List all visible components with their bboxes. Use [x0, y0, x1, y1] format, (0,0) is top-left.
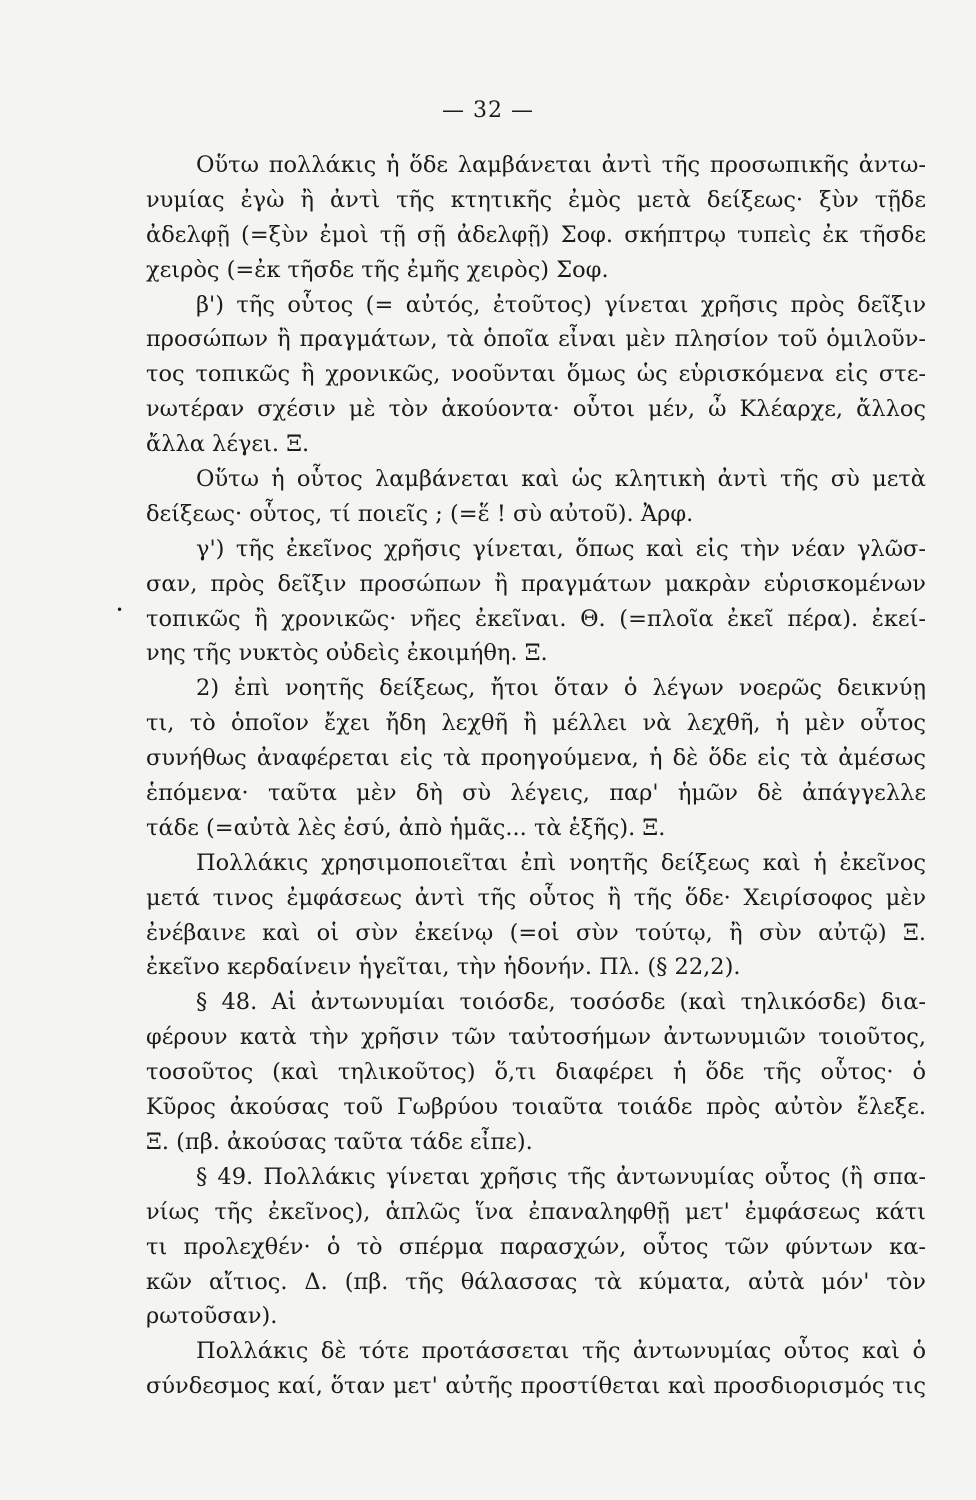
text-line: ρωτοῦσαν).: [146, 1303, 278, 1330]
text-line: § 48. Αἱ ἀντωνυμίαι τοιόσδε, τοσόσδε (καὶ τηλικόσδε) δια-: [196, 989, 926, 1016]
margin-dot: •: [116, 603, 124, 617]
text-line: Ξ. (πβ. ἀκούσας ταῦτα τάδε εἶπε).: [146, 1128, 533, 1155]
text-line: Πολλάκις δὲ τότε προτάσσεται τῆς ἀντωνυμίας οὗτος καὶ ὁ: [196, 1338, 926, 1365]
text-line: Οὕτω πολλάκις ἡ ὅδε λαμβάνεται ἀντὶ τῆς προσωπικῆς ἀντω-: [196, 152, 926, 178]
text-line: νυμίας ἐγὼ ἢ ἀντὶ τῆς κτητικῆς ἐμὸς μετὰ δείξεως· ξὺν τῇδε: [146, 186, 926, 213]
text-line: νωτέραν σχέσιν μὲ τὸν ἀκούοντα· οὗτοι μέν, ὦ Κλέαρχε, ἄλλος: [146, 396, 926, 423]
text-line: Κῦρος ἀκούσας τοῦ Γωβρύου τοιαῦτα τοιάδε πρὸς αὐτὸν ἔλεξε.: [146, 1094, 926, 1121]
text-line: χειρὸς (=ἐκ τῆσδε τῆς ἐμῆς χειρὸς) Σοφ.: [146, 256, 609, 283]
text-line: μετά τινος ἐμφάσεως ἀντὶ τῆς οὗτος ἢ τῆς ὅδε· Χειρίσοφος μὲν: [146, 884, 926, 911]
text-line: συνήθως ἀναφέρεται εἰς τὰ προηγούμενα, ἡ δὲ ὅδε εἰς τὰ ἀμέσως: [146, 745, 926, 772]
text-line: τος τοπικῶς ἢ χρονικῶς, νοοῦνται ὅμως ὡς εὑρισκόμενα εἰς στε-: [146, 361, 926, 388]
body-text: [146, 148, 926, 1404]
text-line: νίως τῆς ἐκεῖνος), ἁπλῶς ἵνα ἐπαναληφθῇ μετ' ἐμφάσεως κάτι: [146, 1198, 926, 1225]
text-line: σύνδεσμος καί, ὅταν μετ' αὐτῆς προστίθεται καὶ προσδιορισμός τις: [146, 1373, 926, 1400]
text-line: Οὕτω ἡ οὗτος λαμβάνεται καὶ ὡς κλητικὴ ἀντὶ τῆς σὺ μετὰ: [196, 466, 926, 493]
text-line: δείξεως· οὗτος, τί ποιεῖς ; (=ἕ ! σὺ αὐτοῦ). Ἀρφ.: [146, 500, 694, 527]
text-line: τοσοῦτος (καὶ τηλικοῦτος) ὅ,τι διαφέρει ἡ ὅδε τῆς οὗτος· ὁ: [146, 1059, 926, 1086]
text-line: σαν, πρὸς δεῖξιν προσώπων ἢ πραγμάτων μακρὰν εὑρισκομένων: [146, 570, 926, 597]
text-line: ἀδελφῇ (=ξὺν ἐμοὶ τῇ σῇ ἀδελφῇ) Σοφ. σκήπτρῳ τυπεὶς ἐκ τῆσδε: [146, 221, 926, 248]
text-line: β') τῆς οὗτος (= αὐτός, ἐτοῦτος) γίνεται χρῆσις πρὸς δεῖξιν: [196, 291, 926, 318]
text-line: προσώπων ἢ πραγμάτων, τὰ ὁποῖα εἶναι μὲν πλησίον τοῦ ὁμιλοῦν-: [146, 326, 926, 353]
text-line: γ') τῆς ἐκεῖνος χρῆσις γίνεται, ὅπως καὶ εἰς τὴν νέαν γλῶσ-: [196, 535, 926, 562]
text-line: κῶν αἴτιος. Δ. (πβ. τῆς θάλασσας τὰ κύματα, αὐτὰ μόν' τὸν: [146, 1268, 926, 1295]
text-line: Πολλάκις χρησιμοποιεῖται ἐπὶ νοητῆς δείξεως καὶ ἡ ἐκεῖνος: [196, 849, 926, 876]
text-line: 2) ἐπὶ νοητῆς δείξεως, ἤτοι ὅταν ὁ λέγων νοερῶς δεικνύῃ: [196, 675, 926, 702]
text-line: φέρουν κατὰ τὴν χρῆσιν τῶν ταὐτοσήμων ἀντωνυμιῶν τοιοῦτος,: [146, 1024, 926, 1051]
text-line: ἄλλα λέγει. Ξ.: [146, 431, 310, 458]
text-line: τι, τὸ ὁποῖον ἔχει ἤδη λεχθῆ ἢ μέλλει νὰ λεχθῆ, ἡ μὲν οὗτος: [146, 710, 926, 737]
text-line: ἐνέβαινε καὶ οἱ σὺν ἐκείνῳ (=οἱ σὺν τούτῳ, ἢ σὺν αὐτῷ) Ξ.: [146, 919, 926, 946]
text-line: νης τῆς νυκτὸς οὐδεὶς ἐκοιμήθη. Ξ.: [146, 640, 548, 667]
page-number: — 32 —: [442, 98, 534, 123]
text-line: τι προλεχθέν· ὁ τὸ σπέρμα παρασχών, οὗτος τῶν φύντων κα-: [146, 1233, 926, 1260]
text-line: τοπικῶς ἢ χρονικῶς· νῆες ἐκεῖναι. Θ. (=πλοῖα ἐκεῖ πέρα). ἐκεί-: [146, 605, 926, 632]
text-line: ἐκεῖνο κερδαίνειν ἡγεῖται, τὴν ἡδονήν. Πλ. (§ 22,2).: [146, 954, 741, 981]
text-line: § 49. Πολλάκις γίνεται χρῆσις τῆς ἀντωνυμίας οὗτος (ἢ σπα-: [196, 1163, 926, 1190]
text-line: τάδε (=αὐτὰ λὲς ἐσύ, ἀπὸ ἡμᾶς... τὰ ἑξῆς). Ξ.: [146, 814, 666, 841]
text-line: ἑπόμενα· ταῦτα μὲν δὴ σὺ λέγεις, παρ' ἡμῶν δὲ ἀπάγγελλε: [146, 780, 926, 807]
